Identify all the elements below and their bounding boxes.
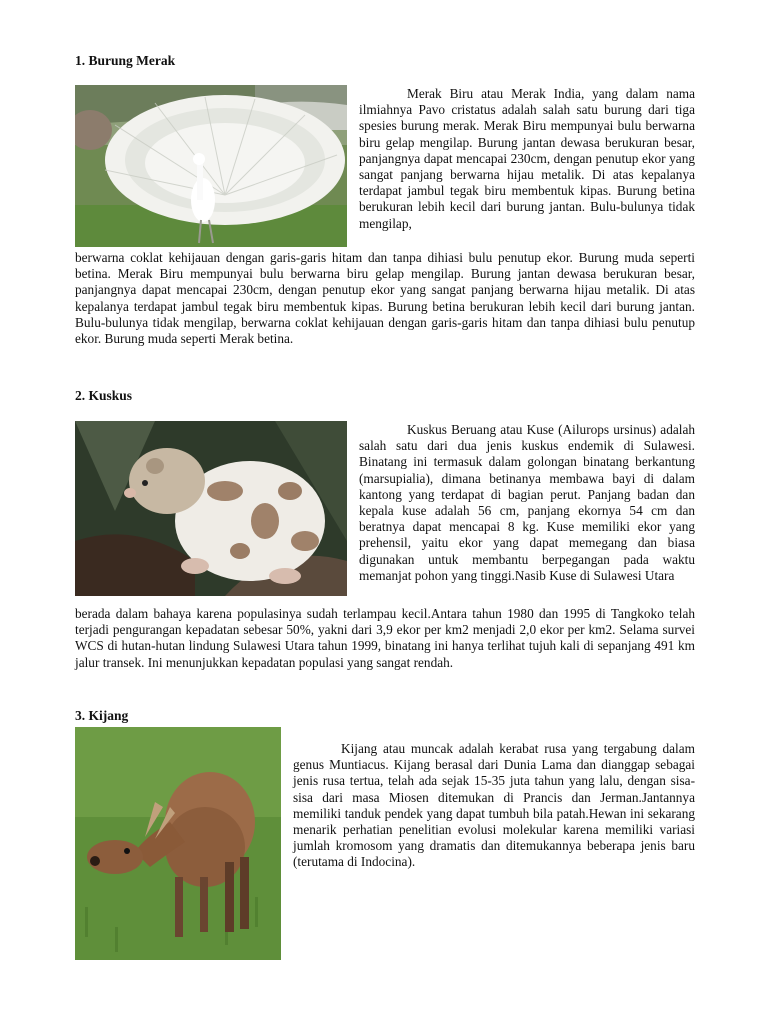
section-text-burung-merak-top — [359, 86, 695, 232]
muntjac-photo — [75, 727, 281, 960]
section-heading-kijang: 3. Kijang — [75, 708, 129, 723]
paragraph-kuskus-top: Kuskus Beruang atau Kuse (Ailurops ursinus) adalah salah satu dari dua jenis kuskus endemik di Sulawesi. Binatang ini termasuk dalam golongan binatang berkantung (marsupialia), dimana betinanya membawa bayi di dalam kantong yang terdapat di bagian perut. Panjang badan dan kepala kuse adalah 56 cm, panjang ekornya 54 cm dan beratnya dapat mencapai 8 kg. Kuse memiliki ekor yang prehensil, yaitu ekor yang dapat memegang dan biasa digunakan untuk membantu berpegangan pada waktu memanjat pohon yang tinggi.Nasib Kuse di Sulawesi Utara — [359, 422, 695, 583]
section-heading-burung-merak: 1. Burung Merak — [75, 53, 176, 68]
peacock-photo — [75, 85, 347, 247]
cuscus-photo — [75, 421, 347, 596]
section-text-burung-merak-bottom — [75, 250, 695, 347]
section-text-kijang — [293, 741, 695, 871]
section-text-kuskus-top — [359, 422, 695, 584]
section-heading-kuskus: 2. Kuskus — [75, 388, 133, 403]
section-text-kuskus-bottom — [75, 606, 695, 671]
paragraph-burung-merak-top: Merak Biru atau Merak India, yang dalam nama ilmiahnya Pavo cristatus adalah salah satu burung dari tiga spesies burung merak. Merak Biru mempunyai bulu berwarna biru gelap mengilap. Burung jantan dewasa berukuran besar, panjangnya dapat mencapai 230cm, dengan penutup ekor yang sangat panjang berwarna hijau metalik. Di atas kepalanya terdapat jambul tegak biru membentuk kipas. Burung betina berukuran lebih kecil dari burung jantan. Bulu-bulunya tidak mengilap, — [359, 86, 695, 231]
paragraph-kuskus-bottom: berada dalam bahaya karena populasinya sudah terlampau kecil.Antara tahun 1980 dan 1995 di Tangkoko telah terjadi pengurangan kepadatan sebesar 50%, yakni dari 3,9 ekor per km2 menjadi 2,0 ekor per km2. Selama survei WCS di hutan-hutan lindung Sulawesi Utara tahun 1999, binatang ini hanya terlihat tujuh kali di sepanjang 491 km jalur transek. Ini menunjukkan kepadatan populasi yang sangat rendah. — [75, 606, 695, 670]
paragraph-burung-merak-bottom: berwarna coklat kehijauan dengan garis-garis hitam dan tanpa dihiasi bulu penutup ekor. Burung muda seperti betina. Merak Biru mempunyai bulu berwarna biru gelap mengilap. Burung jantan dewasa berukuran besar, panjangnya dapat mencapai 230cm, dengan penutup ekor yang sangat panjang berwarna hijau metalik. Di atas kepalanya terdapat jambul tegak biru membentuk kipas. Burung betina berukuran lebih kecil dari burung jantan. Bulu-bulunya tidak mengilap, berwarna coklat kehijauan dengan garis-garis hitam dan tanpa dihiasi bulu penutup ekor. Burung muda seperti Merak betina. — [75, 250, 695, 347]
paragraph-kijang: Kijang atau muncak adalah kerabat rusa yang tergabung dalam genus Muntiacus. Kijang berasal dari Dunia Lama dan dianggap sebagai jenis rusa tertua, telah ada sejak 15-35 juta tahun yang lalu, dengan sisa-sisa dari masa Miosen ditemukan di Prancis dan Jerman.Jantannya memiliki tanduk pendek yang dapat tumbuh bila patah.Hewan ini sekarang menarik perhatian penelitian evolusi molekular karena memiliki variasi jumlah kromosom yang dramatis dan ditemukannya beberapa jenis baru (terutama di Indocina). — [293, 741, 695, 870]
